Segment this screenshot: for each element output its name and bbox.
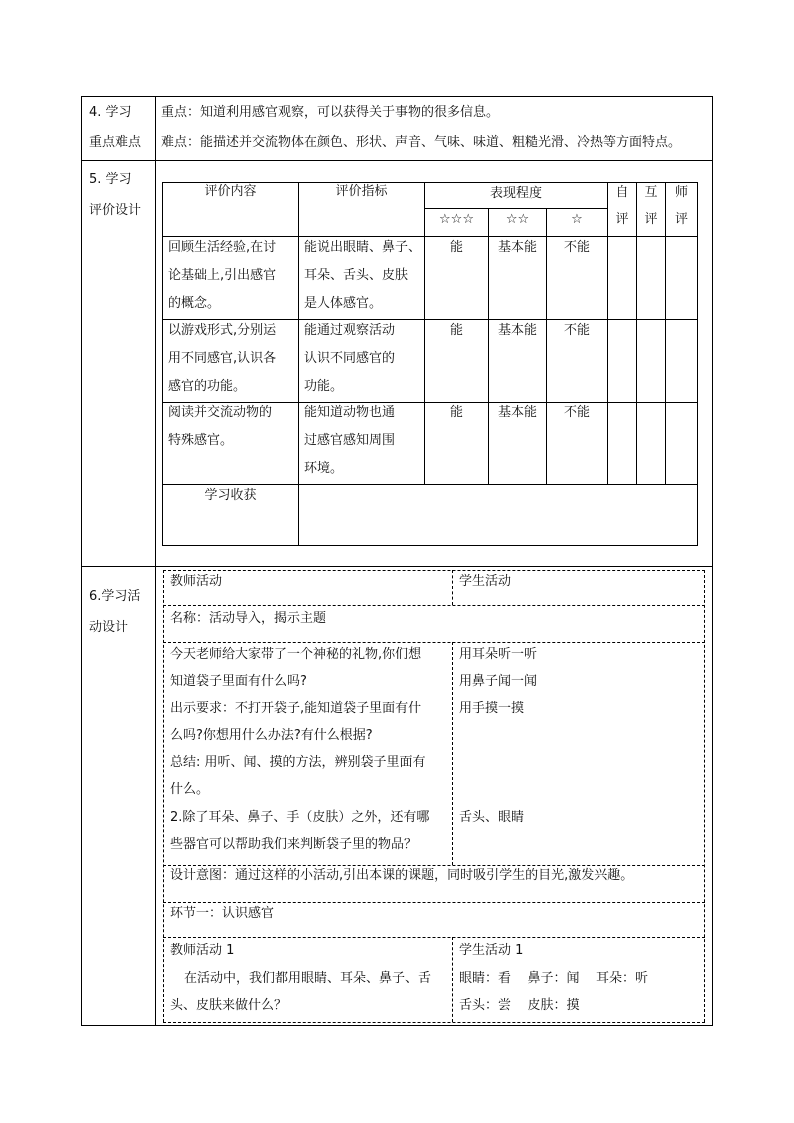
- activity-table-bottom: [163, 1022, 705, 1023]
- teacher-line-2: 知道袋子里面有什么吗?: [170, 674, 307, 689]
- student-answer-2: 舌头、眼睛: [459, 810, 525, 825]
- teacher-line-3: 出示要求：不打开袋子,能知道袋子里面有什: [170, 701, 422, 716]
- teacher-line-1: 今天老师给大家带了一个神秘的礼物,你们想: [170, 647, 422, 662]
- section4-label-line2: 重点难点: [89, 135, 142, 150]
- row1-level3: 能: [449, 240, 463, 255]
- header-self-2: 评: [615, 212, 629, 227]
- eval-table-bottom: [162, 545, 698, 546]
- section4-label-line1: 4. 学习: [89, 105, 132, 120]
- teacher-activity-1-line-1: 在活动中，我们都用眼睛、耳朵、鼻子、舌: [184, 971, 432, 986]
- teacher-activity-1-line-2: 头、皮肤来做什么？: [170, 998, 288, 1013]
- section6-label-line1: 6.学习活: [89, 589, 141, 604]
- teacher-line-7: 2.除了耳朵、鼻子、手（皮肤）之外，还有哪: [170, 810, 430, 825]
- header-content: 评价内容: [204, 184, 257, 199]
- eval-col-content: [298, 182, 299, 545]
- row1-level2: 基本能: [497, 240, 537, 255]
- header-two-stars: ☆☆: [505, 212, 530, 227]
- row2-indicator-l3: 功能。: [304, 379, 344, 394]
- row4-bottom-border: [81, 160, 713, 161]
- student-activity-1-title: 学生活动 1: [459, 943, 524, 958]
- eval-table-top: [162, 182, 698, 183]
- eval-row3-bottom: [162, 484, 698, 485]
- section6-label-line2: 动设计: [89, 620, 129, 635]
- row1-level1: 不能: [563, 240, 590, 255]
- row1-content-l2: 论基础上,引出感官: [168, 268, 277, 283]
- activity-col-mid-3: [452, 937, 453, 1022]
- header-one-star: ☆: [571, 212, 583, 227]
- learning-gain-label: 学习收获: [204, 488, 257, 503]
- row3-content-l2: 特殊感官。: [168, 433, 234, 448]
- activity-header-bottom: [163, 605, 705, 606]
- eval-row2-bottom: [162, 402, 698, 403]
- row1-content-l3: 的概念。: [168, 296, 221, 311]
- eval-row1-bottom: [162, 319, 698, 320]
- row3-level2: 基本能: [497, 405, 537, 420]
- activity-table-top: [163, 570, 705, 571]
- student-activity-1-line-2: 舌头：尝 皮肤：摸: [459, 998, 580, 1013]
- row1-indicator-l3: 是人体感官。: [304, 296, 383, 311]
- row3-level1: 不能: [563, 405, 590, 420]
- activity-content-bottom: [163, 865, 705, 866]
- activity-link-bottom: [163, 937, 705, 938]
- eval-header-bottom: [162, 236, 698, 237]
- activity-col-mid-1: [452, 570, 453, 605]
- row5-bottom-border: [81, 566, 713, 567]
- header-teacher-2: 评: [674, 212, 688, 227]
- activity-intent-bottom: [163, 902, 705, 903]
- row2-level1: 不能: [563, 323, 590, 338]
- section5-label-line2: 评价设计: [89, 203, 142, 218]
- student-line-1: 用耳朵听一听: [459, 647, 538, 662]
- activity-col-left: [163, 570, 164, 1022]
- header-peer-1: 互: [644, 185, 658, 200]
- row2-level2: 基本能: [497, 323, 537, 338]
- header-self-1: 自: [615, 185, 629, 200]
- student-activity-1-line-1: 眼睛：看 鼻子：闻 耳朵：听: [459, 971, 649, 986]
- row2-indicator-l2: 认识不同感官的: [304, 351, 396, 366]
- teacher-line-4: 么吗?你想用什么办法?有什么根据?: [170, 728, 373, 743]
- teacher-activity-1-title: 教师活动 1: [170, 943, 235, 958]
- header-performance: 表现程度: [489, 186, 542, 201]
- student-activity-header: 学生活动: [459, 574, 512, 589]
- row3-indicator-l3: 环境。: [304, 461, 344, 476]
- key-point-text: 重点：知道利用感官观察，可以获得关于事物的很多信息。: [161, 105, 500, 120]
- teacher-line-8: 些器官可以帮助我们来判断袋子里的物品？: [170, 837, 418, 852]
- teacher-line-5: 总结: 用听、闻、摸的方法，辨别袋子里面有: [170, 755, 426, 770]
- label-column-divider: [155, 96, 156, 1025]
- row2-indicator-l1: 能通过观察活动: [304, 323, 396, 338]
- row2-content-l1: 以游戏形式,分别运: [168, 323, 277, 338]
- teacher-activity-header: 教师活动: [170, 574, 223, 589]
- difficult-point-text: 难点：能描述并交流物体在颜色、形状、声音、气味、味道、粗糙光滑、冷热等方面特点。: [161, 135, 682, 150]
- activity-name-row: 名称：活动导入，揭示主题: [170, 611, 327, 626]
- row3-level3: 能: [449, 405, 463, 420]
- teacher-line-6: 什么。: [170, 782, 210, 797]
- outer-bottom-border: [81, 1025, 713, 1026]
- row3-content-l1: 阅读并交流动物的: [168, 405, 273, 420]
- row2-content-l2: 用不同感官,认识各: [168, 351, 277, 366]
- outer-left-border: [81, 96, 82, 1025]
- eval-col-right: [697, 182, 698, 545]
- student-line-2: 用鼻子闻一闻: [459, 674, 538, 689]
- row2-level3: 能: [449, 323, 463, 338]
- eval-performance-split: [424, 208, 607, 209]
- design-intent: 设计意图：通过这样的小活动,引出本课的课题，同时吸引学生的目光,激发兴趣。: [170, 868, 634, 883]
- link-one-title: 环节一：认识感官: [170, 906, 275, 921]
- activity-col-right: [704, 570, 705, 1022]
- row1-content-l1: 回顾生活经验,在讨: [168, 240, 277, 255]
- outer-right-border: [712, 96, 713, 1025]
- header-indicator: 评价指标: [335, 184, 388, 199]
- row3-indicator-l2: 过感官感知周围: [304, 433, 396, 448]
- activity-name-bottom: [163, 642, 705, 643]
- header-three-stars: ☆☆☆: [439, 212, 474, 227]
- section5-label-line1: 5. 学习: [89, 172, 132, 187]
- header-teacher-1: 师: [674, 185, 688, 200]
- row1-indicator-l2: 耳朵、舌头、皮肤: [304, 268, 409, 283]
- outer-top-border: [81, 96, 713, 97]
- activity-col-mid-2: [452, 642, 453, 865]
- row2-content-l3: 感官的功能。: [168, 379, 247, 394]
- row1-indicator-l1: 能说出眼睛、鼻子、: [304, 240, 422, 255]
- header-peer-2: 评: [644, 212, 658, 227]
- student-line-3: 用手摸一摸: [459, 701, 525, 716]
- row3-indicator-l1: 能知道动物也通: [304, 405, 396, 420]
